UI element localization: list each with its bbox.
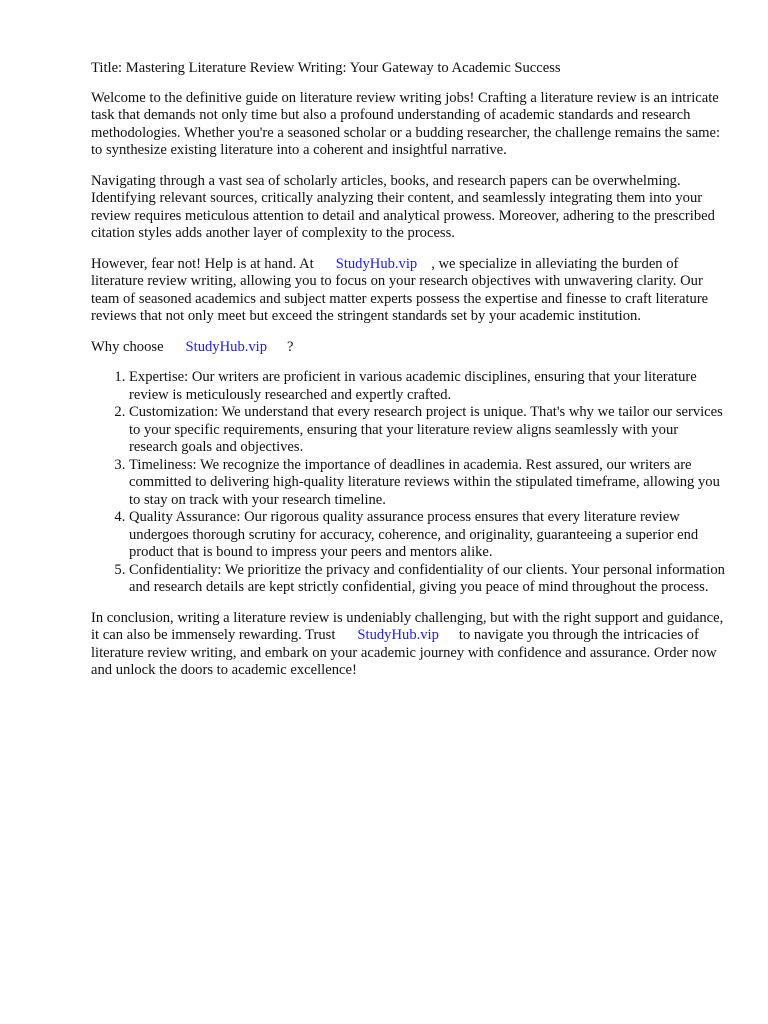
conclusion-text-before: In conclusion, writing a literature review is undeniably challenging, but with the right support and guidance, it can also be immensely rewarding. Trust: [91, 609, 724, 643]
why-text-after: ?: [287, 338, 294, 355]
list-item-quality-assurance: 4. Quality Assurance: Our rigorous quality assurance process ensures that every literature review undergoes thorough scrutiny for accuracy, coherence, and originality, guaranteeing a superior end product that is bound to impress your peers and mentors alike.: [129, 509, 728, 562]
challenge-paragraph: Navigating through a vast sea of scholarly articles, books, and research papers can be overwhelming. Identifying relevant sources, critically analyzing their content, and seamlessly integrating them into your review requires meticulous attention to detail and analytical prowess. Moreover, adhering to the prescribed citation styles adds another layer of complexity to the process.: [91, 172, 715, 241]
help-text-before: However, fear not! Help is at hand. At: [91, 255, 314, 272]
conclusion-paragraph: [91, 610, 728, 680]
conclusion-text-after: to navigate you through the intricacies of literature review writing, and embark on your academic journey with confidence and assurance. Order now and unlock the doors to academic excellence!: [91, 627, 717, 678]
list-item-expertise: 1. Expertise: Our writers are proficient in various academic disciplines, ensuring that your literature review is meticulously researched and expertly crafted.: [129, 369, 728, 404]
why-text-before: Why choose: [91, 338, 164, 355]
studyhub-link[interactable]: StudyHub.vip: [185, 338, 268, 355]
list-item-timeliness: 3. Timeliness: We recognize the importance of deadlines in academia. Rest assured, our writers are committed to delivering high-quality literature reviews within the stipulated timeframe, allowing you to stay on track with your research timeline.: [129, 457, 728, 510]
help-paragraph: [91, 256, 728, 326]
reasons-list: [91, 369, 728, 597]
list-item-confidentiality: 5. Confidentiality: We prioritize the privacy and confidentiality of our clients. Your personal information and research details are kept strictly confidential, giving you peace of mind throughout the process.: [129, 562, 728, 597]
intro-paragraph: Welcome to the definitive guide on literature review writing jobs! Crafting a literature review is an intricate task that demands not only time but also a profound understanding of academic standards and research methodologies. Whether you're a seasoned scholar or a budding researcher, the challenge remains the same: to synthesize existing literature into a coherent and insightful narrative.: [91, 89, 721, 158]
studyhub-link[interactable]: StudyHub.vip: [357, 627, 439, 643]
list-item-customization: 2. Customization: We understand that every research project is unique. That's why we tailor our services to your specific requirements, ensuring that your literature review aligns seamlessly with your research goals and objectives.: [129, 404, 728, 457]
help-text-after: , we specialize in alleviating the burden of literature review writing, allowing you to focus on your research objectives with unwavering clarity. Our team of seasoned academics and subject matter experts possess the expertise and finesse to craft literature reviews that not only meet but exceed the stringent standards set by your academic institution.: [91, 255, 709, 324]
studyhub-link[interactable]: StudyHub.vip: [335, 255, 418, 272]
document-title: Title: Mastering Literature Review Writing: Your Gateway to Academic Success: [91, 60, 561, 76]
why-choose-line: [91, 339, 728, 357]
